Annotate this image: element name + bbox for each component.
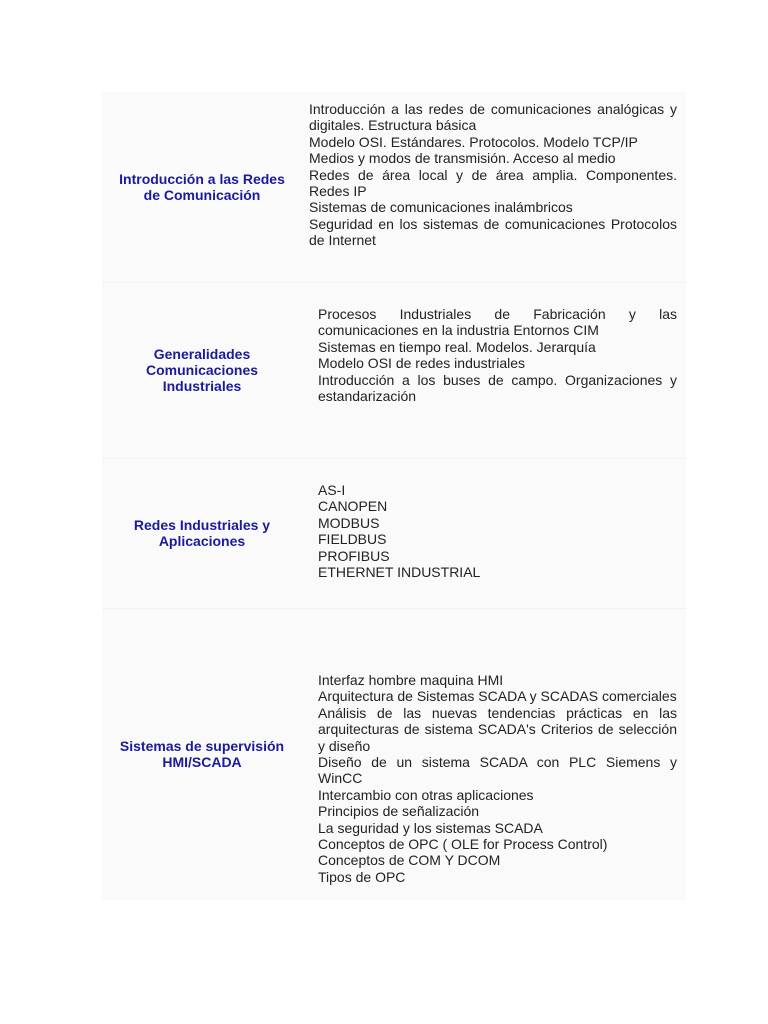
- topic-content-cell: [309, 92, 677, 282]
- list-item: Tipos de OPC: [318, 868, 406, 885]
- table-row: [102, 458, 686, 608]
- list-item: Sistemas de comunicaciones inalámbricos: [309, 199, 573, 216]
- list-item: FIELDBUS: [318, 531, 387, 548]
- topic-label-cell: [102, 458, 302, 608]
- list-item: CANOPEN: [318, 498, 388, 515]
- list-item: Redes de área local y de área amplia. Componentes. Redes IP: [309, 166, 677, 200]
- course-table: [102, 92, 686, 900]
- topic-label: Introducción a las Redes de Comunicación: [119, 171, 285, 203]
- list-item: Arquitectura de Sistemas SCADA y SCADAS comerciales: [318, 688, 677, 705]
- list-item: Medios y modos de transmisión. Acceso al medio: [309, 150, 616, 167]
- topic-label-cell: [102, 282, 302, 458]
- list-item: Principios de señalización: [318, 803, 480, 820]
- list-item: AS-I: [318, 482, 346, 498]
- topic-label-cell: [102, 92, 302, 282]
- list-item: Diseño de un sistema SCADA con PLC Siemens y WinCC: [318, 754, 677, 787]
- list-item: Interfaz hombre maquina HMI: [318, 672, 504, 688]
- topic-label: Redes Industriales y Aplicaciones: [133, 517, 271, 549]
- list-item: Introducción a los buses de campo. Organizaciones y estandarización: [318, 371, 677, 405]
- topic-content-cell: [318, 282, 677, 458]
- list-item: Conceptos de COM Y DCOM: [318, 852, 501, 869]
- table-row: [102, 92, 686, 282]
- topic-content-cell: [318, 608, 677, 900]
- topic-items: [318, 482, 677, 580]
- topic-label: Sistemas de supervisión HMI/SCADA: [119, 738, 285, 770]
- topic-label-cell: [102, 608, 302, 900]
- list-item: ETHERNET INDUSTRIAL: [318, 564, 481, 581]
- list-item: MODBUS: [318, 514, 380, 531]
- topic-items: [318, 672, 677, 885]
- list-item: PROFIBUS: [318, 547, 390, 564]
- list-item: La seguridad y los sistemas SCADA: [318, 819, 543, 836]
- list-item: Intercambio con otras aplicaciones: [318, 786, 534, 803]
- list-item: Modelo OSI. Estándares. Protocolos. Modelo TCP/IP: [309, 133, 638, 150]
- topic-label: Generalidades Comunicaciones Industriales: [145, 346, 259, 394]
- topic-content-cell: [318, 458, 677, 608]
- list-item: Análisis de las nuevas tendencias prácticas en las arquitecturas de sistema SCADA's Criterios de selección y diseño: [318, 704, 677, 754]
- table-row: [102, 282, 686, 458]
- topic-items: [318, 306, 677, 404]
- list-item: Introducción a las redes de comunicaciones analógicas y digitales. Estructura básica: [309, 101, 677, 134]
- list-item: Sistemas en tiempo real. Modelos. Jerarquía: [318, 338, 596, 355]
- list-item: Conceptos de OPC ( OLE for Process Control): [318, 836, 608, 853]
- list-item: Procesos Industriales de Fabricación y las comunicaciones en la industria Entornos CIM: [318, 306, 677, 339]
- list-item: Seguridad en los sistemas de comunicaciones Protocolos de Internet: [309, 215, 677, 249]
- topic-items: [309, 101, 677, 249]
- list-item: Modelo OSI de redes industriales: [318, 355, 525, 372]
- table-row: [102, 608, 686, 900]
